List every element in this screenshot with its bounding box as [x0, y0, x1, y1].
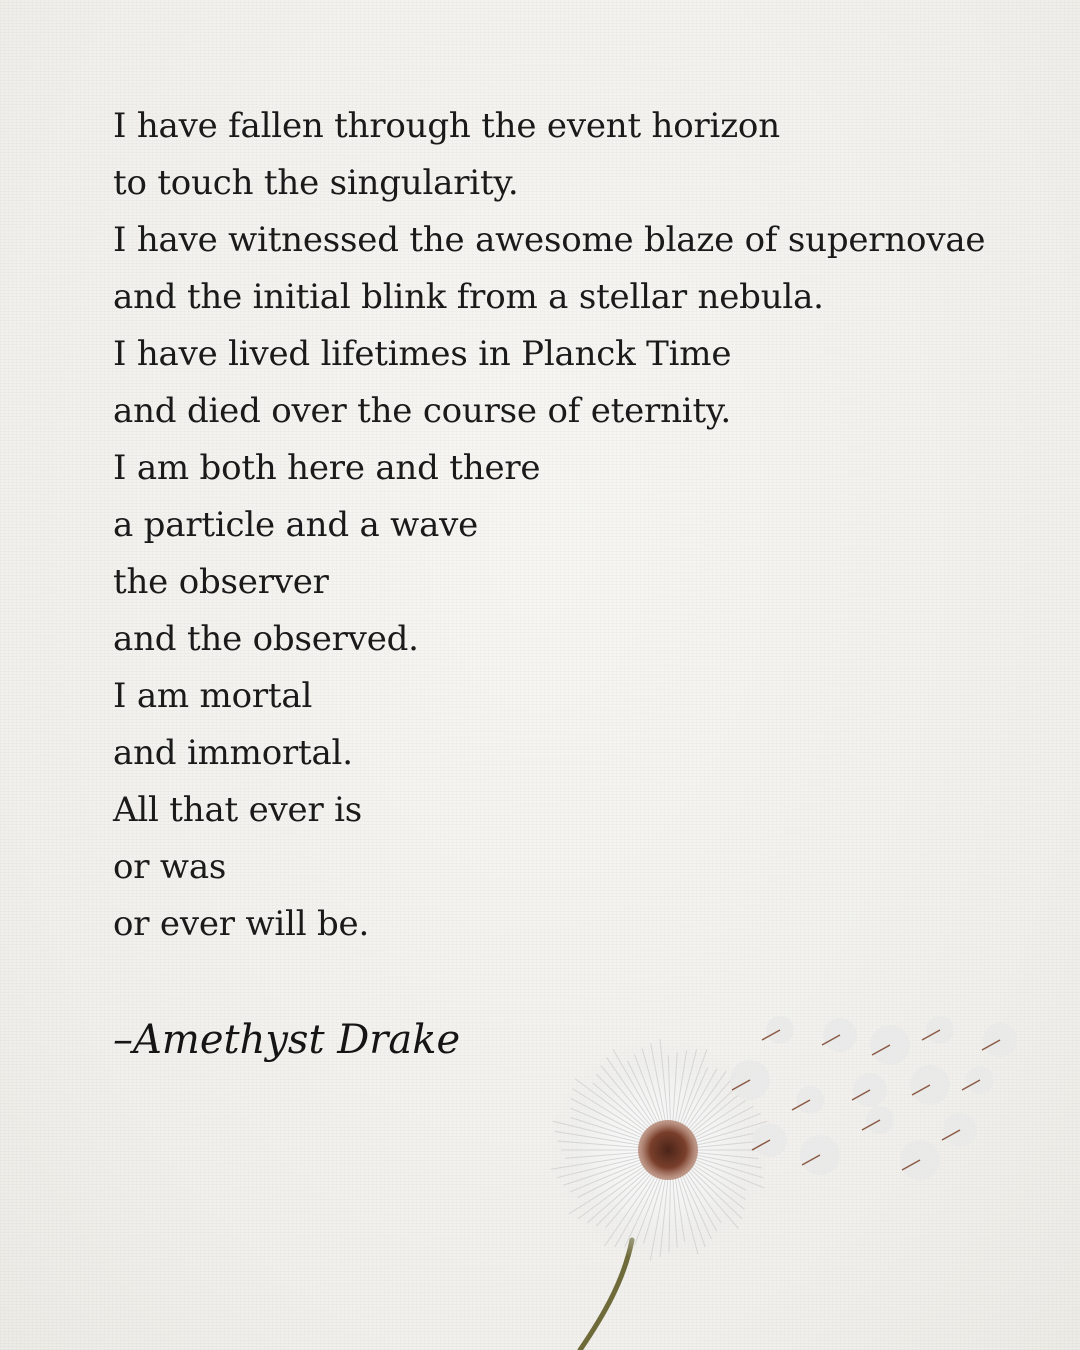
poem-line: and the observed. [113, 619, 419, 659]
poem-line: or ever will be. [113, 904, 370, 944]
poem-line: I have fallen through the event horizon [113, 106, 780, 146]
dandelion-seed [822, 1018, 857, 1052]
poem-line: and the initial blink from a stellar nebula. [113, 277, 824, 317]
dandelion-seed [762, 1016, 794, 1044]
poem-line: and immortal. [113, 733, 353, 773]
dandelion-seed [942, 1113, 977, 1147]
dandelion-seed [962, 1066, 994, 1094]
dandelion-seed [922, 1016, 954, 1044]
dandelion-seed [910, 1065, 950, 1105]
dandelion-seed [862, 1106, 894, 1134]
poem-line: I am both here and there [113, 448, 541, 488]
poem-line: I have lived lifetimes in Planck Time [113, 334, 732, 374]
poem-line: the observer [113, 562, 329, 602]
dandelion-seed [900, 1140, 940, 1180]
dandelion-seed [852, 1073, 887, 1107]
poem-text [113, 98, 1013, 953]
dandelion-seed [982, 1023, 1017, 1057]
dandelion-icon [520, 990, 1060, 1350]
dandelion-seed [792, 1086, 824, 1114]
dandelion-stem [580, 1240, 632, 1350]
poem-line: or was [113, 847, 227, 887]
author-signature: –Amethyst Drake [113, 1017, 461, 1063]
poem-line: and died over the course of eternity. [113, 391, 732, 431]
poem-line: a particle and a wave [113, 505, 479, 545]
poem-line: to touch the singularity. [113, 163, 519, 203]
poem-line: I am mortal [113, 676, 313, 716]
dandelion-seed [800, 1135, 840, 1175]
poem-line: I have witnessed the awesome blaze of supernovae [113, 220, 986, 260]
dandelion-seeds [730, 1016, 1017, 1180]
dandelion-seed [730, 1060, 770, 1100]
poem-line: All that ever is [113, 790, 363, 830]
dandelion-seed [870, 1025, 910, 1065]
